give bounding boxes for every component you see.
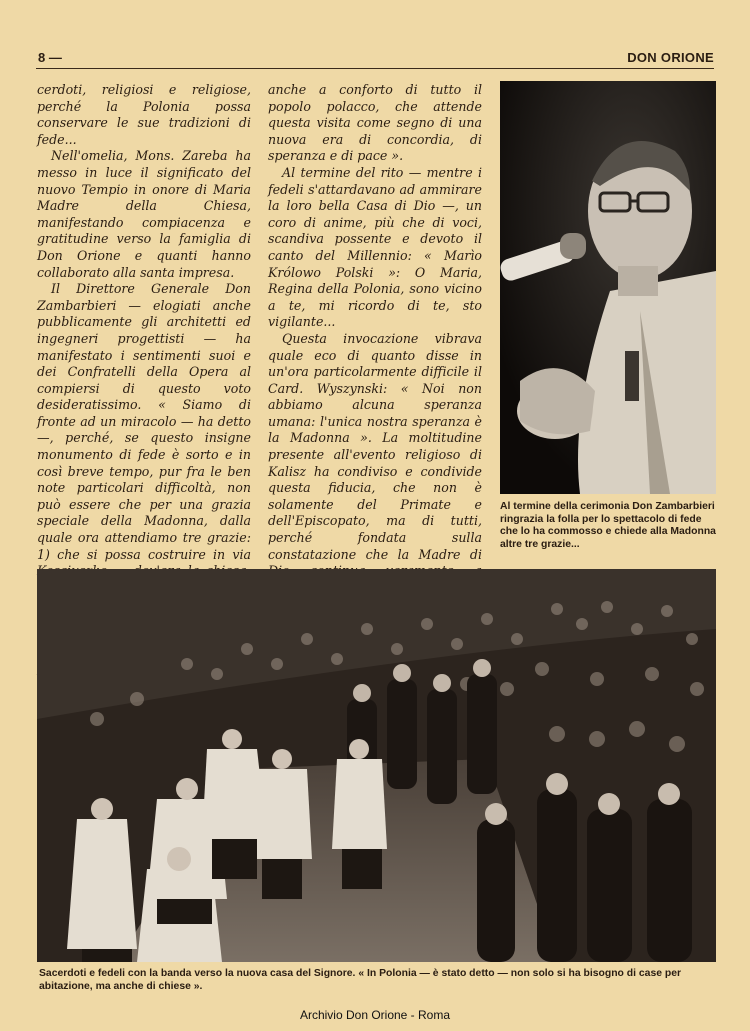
archive-footer: Archivio Don Orione - Roma [299, 1008, 451, 1022]
page-number: 8 — [38, 50, 62, 65]
paragraph: Al termine del rito — mentre i fedeli s'attardavano ad ammirare la loro bella Casa di Dio —, un coro di anime, più che di voci, scandiva possente e devoto il canto del Millennio: « Marìo Królowo Polski »: O Maria, Regina della Polonia, sono vicino a te, mi ricordo di te, sto vigilante... [268, 164, 482, 330]
magazine-title: DON ORIONE [627, 50, 714, 65]
caption-top-photo: Al termine della cerimonia Don Zambarbieri ringrazia la folla per lo spettacolo di fede che lo ha commosso e chiede alla Madonna altre tre grazie... [500, 501, 716, 550]
caption-bottom-photo: Sacerdoti e fedeli con la banda verso la nuova casa del Signore. « In Polonia — è stato detto — non solo si ha bisogno di case per abitazione, ma anche di chiese ». [39, 968, 682, 992]
header-rule [36, 68, 714, 69]
photo-priest-microphone [500, 81, 716, 494]
photo-procession-crowd [37, 569, 716, 962]
paragraph: Nell'omelia, Mons. Zareba ha messo in luce il significato del nuovo Tempio in onore di Maria Madre della Chiesa, manifestando compiacenza e gratitudine verso la famiglia di Don Orione e quanti hanno collaborato alla santa impresa. [37, 148, 251, 280]
paragraph: Il Direttore Generale Don Zambarbieri — elogiati anche pubblicamente gli architetti ed ingegneri progettisti — ha manifestato i sentimenti suoi e dei Confratelli della Opera al compiersi di questo voto desideratissimo. « Siamo di fronte ad un miracolo — ha detto —, perché, se questo insigne monumento di fede è sorto e in così breve tempo, pur fra le ben note particolari difficoltà, non può essere che per una grazia speciale della Madonna, dalla quale ora attendiamo tre grazie: 1) che si possa costruire in via [37, 281, 251, 562]
paragraph: Questa invocazione vibrava quale eco di quanto disse in un'ora particolarmente difficile il Card. Wyszynski: « Noi non abbiamo alcuna speranza umana: l'unica nostra speranza è la Madonna ». La moltitudine presente all'evento religioso di Kalisz ha condiviso e condivide questa fiducia, che non è solamente del Primate e dell'Episcopato, ma di tutti, perché fondata sulla constatazione che la Madre di [268, 330, 482, 562]
paragraph: cerdoti, religiosi e religiose, perché la Polonia possa conservare le sue tradizioni di fede... [37, 82, 251, 147]
paragraph: anche a conforto di tutto il popolo polacco, che attende questa visita come segno di una nuova era di concordia, di speranza e di pace ». [268, 82, 482, 164]
